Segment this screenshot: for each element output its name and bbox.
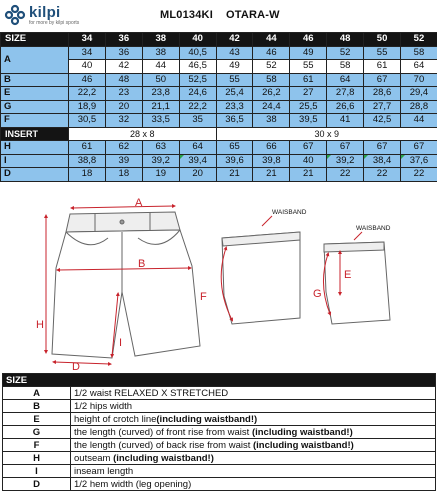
size-cell: 67	[290, 141, 327, 155]
size-cell: 18	[105, 168, 142, 182]
size-cell: 37,6	[401, 154, 437, 168]
size-row-g	[1, 100, 437, 114]
legend-desc-text: the length (curved) of front rise from waist	[74, 426, 252, 438]
diagram-label-d: D	[72, 361, 80, 371]
product-title	[160, 9, 280, 21]
size-cell: 42,5	[364, 114, 401, 128]
legend-desc-text: outseam	[74, 452, 114, 464]
legend-row-i	[3, 465, 436, 478]
insert-row	[1, 127, 437, 141]
size-cell: 20	[179, 168, 216, 182]
size-row-f	[1, 114, 437, 128]
size-cell: 21,1	[142, 100, 179, 114]
waistband-label-front: WAISBAND	[356, 225, 391, 232]
row-a-bottom-cell: 55	[290, 60, 327, 74]
size-header-row	[1, 33, 437, 47]
size-cell: 27,7	[364, 100, 401, 114]
size-cell: 50	[142, 73, 179, 87]
row-label-g: G	[1, 100, 69, 114]
waistband-label-back: WAISBAND	[272, 209, 307, 216]
brand-name: kilpi	[29, 4, 61, 21]
row-a-top-cell: 38	[142, 46, 179, 60]
snowflake-icon	[4, 4, 26, 26]
size-cell: 39,2	[327, 154, 364, 168]
row-label-e: E	[1, 87, 69, 101]
legend-desc	[71, 426, 436, 439]
size-cell: 67	[364, 141, 401, 155]
shorts-front-drawing	[52, 212, 200, 358]
legend-desc	[71, 413, 436, 426]
size-cell: 30,5	[69, 114, 106, 128]
size-cell: 23,8	[142, 87, 179, 101]
front-rise-drawing	[324, 242, 390, 324]
legend-desc-note: (including waistband!)	[253, 439, 354, 451]
legend-row-b	[3, 400, 436, 413]
size-header-cell: 44	[253, 33, 290, 47]
size-header-cell: 50	[364, 33, 401, 47]
size-row-b	[1, 73, 437, 87]
legend-row-f	[3, 439, 436, 452]
size-cell: 36,5	[216, 114, 253, 128]
legend-row-g	[3, 426, 436, 439]
diagram-label-a: A	[135, 197, 143, 209]
size-cell: 65	[216, 141, 253, 155]
size-cell: 25,4	[216, 87, 253, 101]
size-header-cell: 34	[69, 33, 106, 47]
legend-desc-text: 1/2 hips width	[74, 400, 133, 412]
size-cell: 67	[364, 73, 401, 87]
size-cell: 25,5	[290, 100, 327, 114]
row-a-top-cell: 36	[105, 46, 142, 60]
legend-key: D	[3, 478, 71, 491]
legend-key: F	[3, 439, 71, 452]
size-cell: 58	[253, 73, 290, 87]
size-cell: 38,4	[364, 154, 401, 168]
size-cell: 21	[216, 168, 253, 182]
size-cell: 39,6	[216, 154, 253, 168]
row-label-h: H	[1, 141, 69, 155]
size-cell: 46	[69, 73, 106, 87]
product-code: ML0134KI	[160, 9, 213, 21]
row-a-bottom-cell: 44	[142, 60, 179, 74]
legend-desc-note: (including waistband!)	[251, 426, 353, 438]
size-cell: 55	[216, 73, 253, 87]
size-header-cell: 46	[290, 33, 327, 47]
size-cell: 22,2	[179, 100, 216, 114]
legend-desc	[71, 465, 436, 478]
size-cell: 22	[327, 168, 364, 182]
size-cell: 67	[327, 141, 364, 155]
legend-desc-note: (including waistband!)	[113, 452, 214, 464]
legend-header: SIZE	[3, 374, 436, 387]
legend-desc-text: inseam length	[74, 465, 134, 477]
row-a-top-cell: 46	[253, 46, 290, 60]
size-cell: 38,8	[69, 154, 106, 168]
size-cell: 38	[253, 114, 290, 128]
size-cell: 27	[290, 87, 327, 101]
legend-desc	[71, 452, 436, 465]
legend-desc	[71, 478, 436, 491]
size-cell: 22	[364, 168, 401, 182]
size-header-label: SIZE	[1, 33, 69, 47]
legend-row-h	[3, 452, 436, 465]
size-cell: 70	[401, 73, 437, 87]
row-a-bottom-cell: 52	[253, 60, 290, 74]
row-a-top	[1, 46, 437, 60]
size-cell: 41	[327, 114, 364, 128]
size-cell: 44	[401, 114, 437, 128]
size-cell: 22	[401, 168, 437, 182]
legend-key: E	[3, 413, 71, 426]
size-table	[0, 32, 437, 182]
row-a-bottom-cell: 64	[401, 60, 437, 74]
legend-header-row	[3, 374, 436, 387]
size-cell: 35	[179, 114, 216, 128]
size-cell: 29,4	[401, 87, 437, 101]
insert-left: 28 x 8	[69, 127, 217, 141]
brand-logo	[4, 4, 94, 28]
row-a-top-cell: 52	[327, 46, 364, 60]
legend-desc	[71, 439, 436, 452]
legend-desc-text: 1/2 waist RELAXED X STRETCHED	[74, 387, 229, 399]
measurement-diagram	[0, 196, 437, 371]
diagram-label-i: I	[119, 337, 123, 349]
legend-key: I	[3, 465, 71, 478]
legend-row-e	[3, 413, 436, 426]
row-a-bottom-cell: 58	[327, 60, 364, 74]
row-a-bottom-cell: 61	[364, 60, 401, 74]
size-cell: 63	[142, 141, 179, 155]
size-cell: 20	[105, 100, 142, 114]
size-cell: 39	[105, 154, 142, 168]
size-cell: 61	[69, 141, 106, 155]
legend-desc	[71, 387, 436, 400]
diagram-label-b: B	[138, 258, 146, 270]
product-name: OTARA-W	[226, 9, 280, 21]
size-cell: 52,5	[179, 73, 216, 87]
size-cell: 18,9	[69, 100, 106, 114]
size-cell: 61	[290, 73, 327, 87]
size-cell: 19	[142, 168, 179, 182]
legend-table	[2, 373, 436, 491]
row-a-top-cell: 43	[216, 46, 253, 60]
size-cell: 64	[179, 141, 216, 155]
row-label-b: B	[1, 73, 69, 87]
header	[0, 0, 437, 32]
size-row-e	[1, 87, 437, 101]
row-a-bottom-cell: 42	[105, 60, 142, 74]
size-cell: 22,2	[69, 87, 106, 101]
size-cell: 24,6	[179, 87, 216, 101]
size-cell: 21	[290, 168, 327, 182]
row-a-top-cell: 40,5	[179, 46, 216, 60]
row-a-top-cell: 58	[401, 46, 437, 60]
row-label-a: A	[1, 46, 69, 73]
row-a-top-cell: 49	[290, 46, 327, 60]
row-a-top-cell: 55	[364, 46, 401, 60]
size-cell: 26,6	[327, 100, 364, 114]
size-cell: 39,8	[253, 154, 290, 168]
size-cell: 28,8	[401, 100, 437, 114]
insert-row-i	[1, 154, 437, 168]
size-cell: 67	[401, 141, 437, 155]
size-cell: 62	[105, 141, 142, 155]
size-cell: 32	[105, 114, 142, 128]
size-header-cell: 36	[105, 33, 142, 47]
legend-key: B	[3, 400, 71, 413]
row-a-bottom-cell: 49	[216, 60, 253, 74]
back-rise-drawing	[222, 232, 300, 324]
size-header-cell: 38	[142, 33, 179, 47]
size-cell: 48	[105, 73, 142, 87]
diagram-label-g: G	[313, 288, 322, 300]
row-a-bottom-cell: 40	[69, 60, 106, 74]
legend-key: H	[3, 452, 71, 465]
size-cell: 21	[253, 168, 290, 182]
diagram-label-f: F	[200, 291, 207, 303]
row-label-i: I	[1, 154, 69, 168]
size-cell: 23	[105, 87, 142, 101]
legend-key: A	[3, 387, 71, 400]
legend-desc-note: (including waistband!)	[156, 413, 258, 425]
diagram-label-h: H	[36, 319, 44, 331]
size-cell: 39,4	[179, 154, 216, 168]
insert-right: 30 x 9	[216, 127, 437, 141]
size-cell: 66	[253, 141, 290, 155]
row-a-bottom-cell: 46,5	[179, 60, 216, 74]
row-a-top-cell: 34	[69, 46, 106, 60]
diagram-label-e: E	[344, 269, 352, 281]
legend-key: G	[3, 426, 71, 439]
size-cell: 24,4	[253, 100, 290, 114]
size-cell: 33,5	[142, 114, 179, 128]
size-cell: 27,8	[327, 87, 364, 101]
size-cell: 40	[290, 154, 327, 168]
legend-desc-text: 1/2 hem width (leg opening)	[74, 478, 192, 490]
brand-tagline: for more by kilpi sports	[29, 20, 80, 26]
insert-row-h	[1, 141, 437, 155]
size-cell: 28,6	[364, 87, 401, 101]
row-label-f: F	[1, 114, 69, 128]
insert-row-d	[1, 168, 437, 182]
size-cell: 39,5	[290, 114, 327, 128]
size-cell: 23,3	[216, 100, 253, 114]
size-cell: 26,2	[253, 87, 290, 101]
size-cell: 64	[327, 73, 364, 87]
legend-desc-text: height of crotch line	[74, 413, 157, 425]
insert-label: INSERT	[1, 127, 69, 141]
size-cell: 39,2	[142, 154, 179, 168]
legend-row-d	[3, 478, 436, 491]
size-header-cell: 40	[179, 33, 216, 47]
size-cell: 18	[69, 168, 106, 182]
size-header-cell: 52	[401, 33, 437, 47]
size-header-cell: 48	[327, 33, 364, 47]
legend-row-a	[3, 387, 436, 400]
size-header-cell: 42	[216, 33, 253, 47]
legend-desc	[71, 400, 436, 413]
row-label-d: D	[1, 168, 69, 182]
legend-desc-text: the length (curved) of back rise from waist	[74, 439, 253, 451]
